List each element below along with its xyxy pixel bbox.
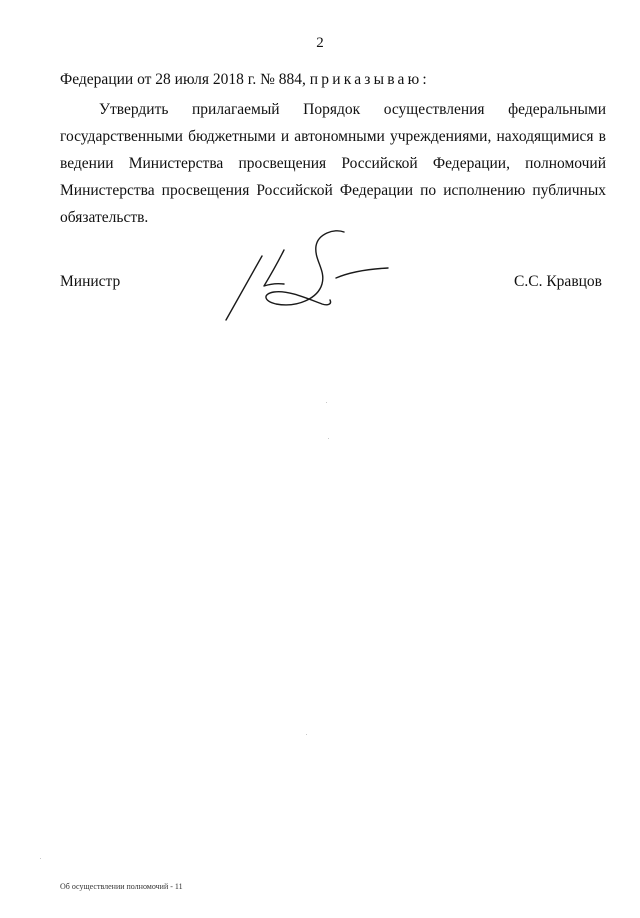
scan-speck <box>306 734 307 735</box>
intro-line-suffix: : <box>422 71 427 88</box>
footer-reference: Об осуществлении полномочий - 11 <box>60 882 183 891</box>
signatory-name: С.С. Кравцов <box>514 273 602 290</box>
scan-speck <box>326 402 327 403</box>
signatory-position: Министр <box>60 273 121 290</box>
page-number: 2 <box>316 35 324 51</box>
scan-speck <box>328 438 329 439</box>
handwritten-signature <box>218 226 398 326</box>
scan-speck <box>40 858 41 859</box>
order-paragraph: Утвердить прилагаемый Порядок осуществления федеральными государственными бюджетными и автономными учреждениями, находящимися в ведении Министерства просвещения Российской Федерации, полномочий Министерства просвещения Российской Федерации по исполнению публичных обязательств. <box>60 101 606 226</box>
intro-line <box>60 70 606 90</box>
intro-line-prefix: Федерации от 28 июля 2018 г. № 884, <box>60 71 306 88</box>
intro-line-spaced-word: приказываю <box>309 71 423 88</box>
